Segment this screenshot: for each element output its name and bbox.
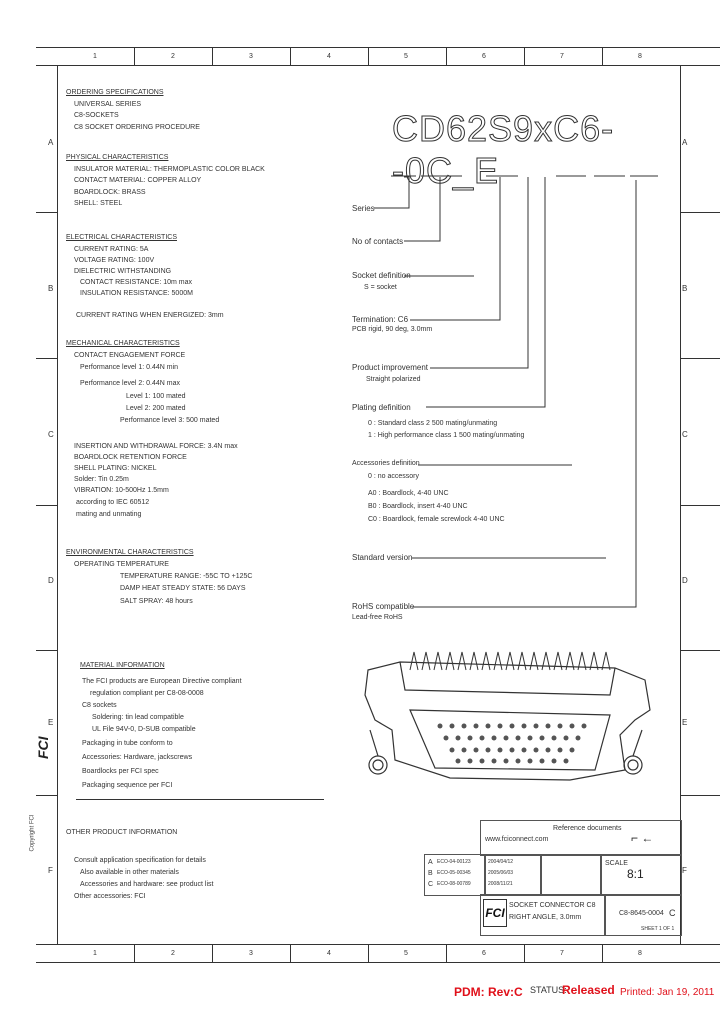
note-line: Boardlocks per FCI spec [82,768,159,775]
col-number: 4 [327,950,331,957]
tb-title [480,894,606,936]
tb-scale [600,854,682,896]
callout-contacts: No of contacts [352,237,404,246]
other-line: Other accessories: FCI [74,893,146,900]
spec-line: BOARDLOCK: BRASS [74,189,146,196]
electrical-title: ELECTRICAL CHARACTERISTICS [66,234,177,241]
tb-revisions [424,854,486,896]
spec-line: BOARDLOCK RETENTION FORCE [74,454,187,461]
col-number: 3 [249,950,253,957]
scale-label: SCALE [605,860,628,867]
spec-line: CURRENT RATING: 5A [74,246,149,253]
col-number: 1 [93,53,97,60]
footer-pdm: PDM: Rev:C [454,985,523,999]
spec-line: CONTACT MATERIAL: COPPER ALLOY [74,177,202,184]
callout-rohs-1: RoHS compatible [352,602,415,611]
tb-dates [484,854,542,896]
row-letter: B [48,284,54,293]
col-number: 8 [638,950,642,957]
fci-logo: FCI [483,899,507,927]
connector-drawing [360,640,660,790]
callout-accessory-1: A0 : Boardlock, 4-40 UNC [368,490,449,497]
spec-line: according to IEC 60512 [76,499,150,506]
note-line: UL File 94V-0, D-SUB compatible [92,726,196,733]
note-line: C8 sockets [82,702,117,709]
row-letter: E [682,718,688,727]
spec-line: Solder: Tin 0.25m [74,476,129,483]
row-letter: A [682,138,688,147]
callout-rohs-2: Lead-free RoHS [352,614,403,621]
callout-termination: Termination: C6 [352,315,409,324]
spec-line: DAMP HEAT STEADY STATE: 56 DAYS [120,585,246,592]
callout-series: Series [352,204,375,213]
rev-desc: ECO-05-00345 [437,870,471,876]
spec-line: VOLTAGE RATING: 100V [74,257,155,264]
row-letter: F [48,866,53,875]
rev-letter: A [428,859,433,866]
callout-accessory: Accessories definition [352,460,420,467]
spec-line: Performance level 2: 0.44N max [80,380,180,387]
notes-title: MATERIAL INFORMATION [80,662,165,669]
row-letter: F [682,866,687,875]
note-line: Accessories: Hardware, jackscrews [82,754,193,761]
spec-line: SHELL: STEEL [74,200,123,207]
callout-plating-1: 0 : Standard class 2 500 mating/unmating [368,420,498,427]
row-letter: D [682,576,688,585]
scale-value: 8:1 [627,867,644,881]
callout-accessory-3: C0 : Boardlock, female screwlock 4-40 UNC [368,516,505,523]
row-letter: A [48,138,54,147]
part-number: CD62S9xC6--0C_E [392,108,615,191]
environmental-title: ENVIRONMENTAL CHARACTERISTICS [66,549,194,556]
rev-letter: C [428,881,434,888]
spec-line: CONTACT ENGAGEMENT FORCE [74,352,186,359]
callout-plating: Plating definition [352,403,411,412]
physical-title: PHYSICAL CHARACTERISTICS [66,154,169,161]
callout-product-improvement: Product improvement [352,363,429,372]
spec-line: mating and unmating [76,511,142,518]
callout-socket-definition-sub: S = socket [364,284,397,291]
mechanical-title: MECHANICAL CHARACTERISTICS [66,340,180,347]
footer-printed: Printed: Jan 19, 2011 [620,987,715,998]
tb-title-line1: SOCKET CONNECTOR C8 [509,902,596,909]
side-copyright: Copyright FCI [29,814,36,852]
spec-line: INSULATION RESISTANCE: 5000M [80,290,193,297]
col-number: 7 [560,950,564,957]
spec-line: INSERTION AND WITHDRAWAL FORCE: 3.4N max [74,443,238,450]
spec-line: C8 SOCKET ORDERING PROCEDURE [74,124,200,131]
title-block [424,820,680,944]
row-letter: C [48,430,54,439]
tb-title-line2: RIGHT ANGLE, 3.0mm [509,914,582,921]
note-line: regulation compliant per C8-08-0008 [90,690,204,697]
other-line: Also available in other materials [80,869,179,876]
fci-side-logo: FCI [35,736,51,759]
col-number: 7 [560,53,564,60]
other-line: Accessories and hardware: see product list [80,881,214,888]
tb-notes-header: Reference documents [553,825,622,832]
col-number: 6 [482,53,486,60]
col-number: 2 [171,53,175,60]
col-number: 3 [249,53,253,60]
spec-line: Performance level 1: 0.44N min [80,364,179,371]
spec-line: INSULATOR MATERIAL: THERMOPLASTIC COLOR BLACK [74,166,265,173]
other-line: Consult application specification for details [74,857,206,864]
callout-accessory-sub: 0 : no accessory [368,473,419,480]
spec-line: Level 2: 200 mated [126,405,186,412]
spec-line: DIELECTRIC WITHSTANDING [74,268,172,275]
col-number: 1 [93,950,97,957]
callout-product-improvement-sub: Straight polarized [366,376,421,383]
tb-sheet: SHEET 1 OF 1 [641,926,675,932]
rev-desc: ECO-04-00123 [437,859,471,865]
tb-rev: C [669,908,676,918]
footer-status-label: STATUS: [530,985,567,995]
ordering-title: ORDERING SPECIFICATIONS [66,89,164,96]
row-letter: D [48,576,54,585]
col-number: 6 [482,950,486,957]
row-letter: E [48,718,54,727]
row-letter: B [682,284,688,293]
rev-date: 2004/04/12 [488,859,514,865]
callout-standard-version: Standard version [352,553,413,562]
rev-desc: ECO-08-00789 [437,881,471,887]
tb-mid [540,854,602,896]
callout-termination-sub: PCB rigid, 90 deg, 3.0mm [352,326,433,333]
spec-line: SHELL PLATING: NICKEL [74,465,157,472]
col-number: 8 [638,53,642,60]
projection-icon: ⌐ ← [631,831,654,845]
note-line: Soldering: tin lead compatible [92,714,184,721]
tb-part-number: C8-8645-0004 [619,910,664,917]
spec-line: OPERATING TEMPERATURE [74,561,169,568]
rev-date: 2005/06/03 [488,870,514,876]
rev-letter: B [428,870,433,877]
spec-line: TEMPERATURE RANGE: -55C TO +125C [120,573,253,580]
tb-web: www.fciconnect.com [485,836,549,843]
spec-line: VIBRATION: 10-500Hz 1.5mm [74,487,169,494]
col-number: 2 [171,950,175,957]
callout-socket-definition: Socket definition [352,271,411,280]
col-number: 5 [404,950,408,957]
spec-line: Performance level 3: 500 mated [120,417,220,424]
tb-part [604,894,682,936]
spec-line: C8-SOCKETS [74,112,119,119]
note-line: Packaging sequence per FCI [82,782,173,789]
col-number: 4 [327,53,331,60]
spec-line: UNIVERSAL SERIES [74,101,142,108]
spec-line: CONTACT RESISTANCE: 10m max [80,279,193,286]
other-title: OTHER PRODUCT INFORMATION [66,829,178,836]
rev-date: 2008/11/21 [488,881,513,887]
row-letter: C [682,430,688,439]
note-line: The FCI products are European Directive compliant [82,678,242,685]
spec-line: SALT SPRAY: 48 hours [120,598,193,605]
callout-accessory-2: B0 : Boardlock, insert 4-40 UNC [368,503,468,510]
note-line: Packaging in tube conform to [82,740,173,747]
callout-plating-2: 1 : High performance class 1 500 mating/unmating [368,432,525,439]
tb-header [480,820,682,856]
spec-line: CURRENT RATING WHEN ENERGIZED: 3mm [76,312,224,319]
spec-line: Level 1: 100 mated [126,393,186,400]
footer-status-value: Released [562,983,615,997]
col-number: 5 [404,53,408,60]
